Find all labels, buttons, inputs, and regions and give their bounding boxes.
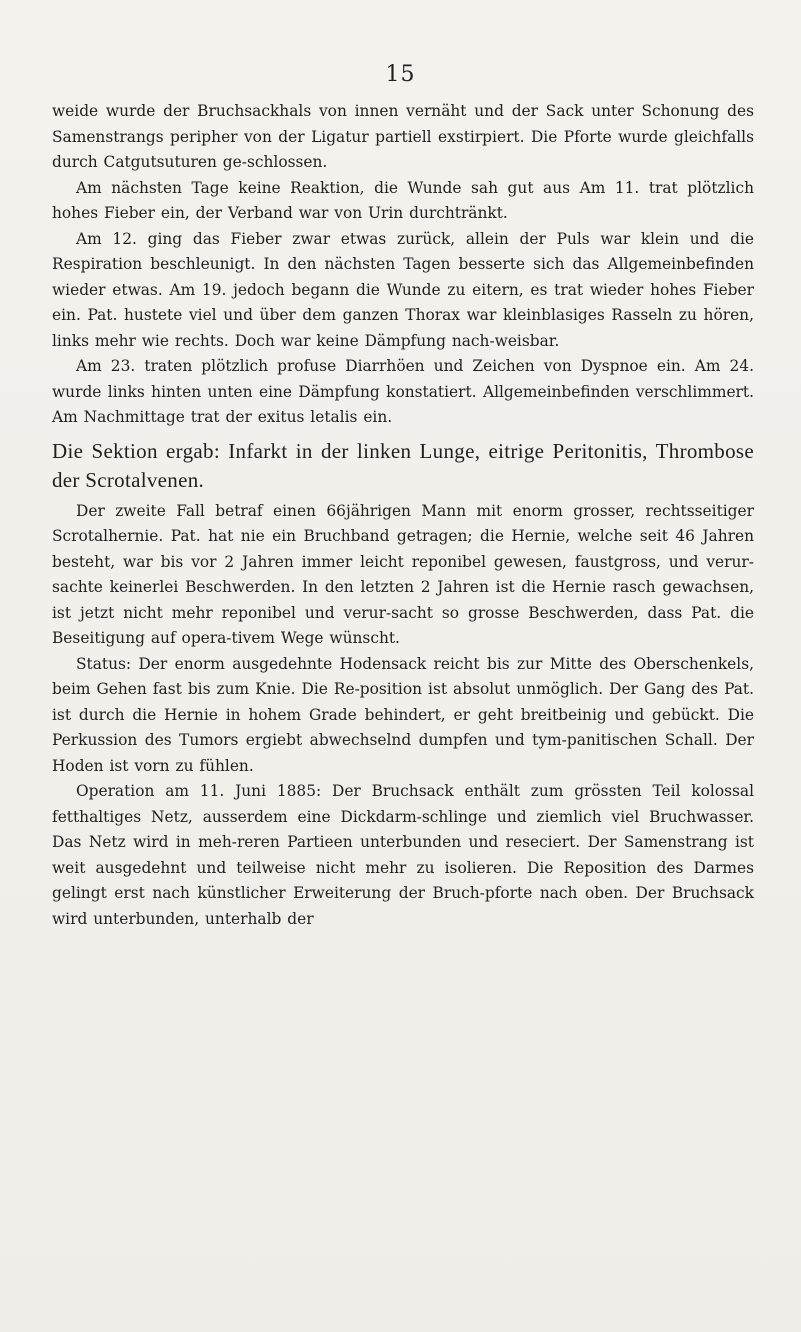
paragraph: Am 23. traten plötzlich profuse Diarrhöen und Zeichen von Dyspnoe ein. Am 24. wurde links hinten unten eine Dämpfung konstatiert. Allgemeinbefinden verschlimmert. Am Nachmittage trat der exitus letalis ein. <box>52 357 754 426</box>
page-body <box>52 99 754 932</box>
paragraph: Status: Der enorm ausgedehnte Hodensack reicht bis zur Mitte des Oberschenkels, beim Gehen fast bis zum Knie. Die Re-position ist absolut unmöglich. Der Gang des Pat. ist durch die Hernie in hohem Grade behindert, er geht breitbeinig und gebückt. Die Perkussion des Tumors ergiebt abwechselnd dumpfen und tym-panitischen Schall. Der Hoden ist vorn zu fühlen. <box>52 654 754 775</box>
page-number: 15 <box>385 62 416 87</box>
paragraph: weide wurde der Bruchsackhals von innen vernäht und der Sack unter Schonung des Samenstrangs peripher von der Ligatur partiell exstirpiert. Die Pforte wurde gleichfalls durch Catgutsuturen ge-schlossen. <box>52 102 754 171</box>
paragraph: Operation am 11. Juni 1885: Der Bruchsack enthält zum grössten Teil kolossal fetthaltiges Netz, ausserdem eine Dickdarm-schlinge und ziemlich viel Bruchwasser. Das Netz wird in meh-reren Partieen unterbunden und reseciert. Der Samenstrang ist weit ausgedehnt und teilweise nicht mehr zu isolieren. Die Reposition des Darmes gelingt erst nach künstlicher Erweiterung der Bruch-pforte nach oben. Der Bruchsack wird unterbunden, unterhalb der <box>52 782 754 928</box>
paragraph: Der zweite Fall betraf einen 66jährigen Mann mit enorm grosser, rechtsseitiger Scrotalhernie. Pat. hat nie ein Bruchband getragen; die Hernie, welche seit 46 Jahren besteht, war bis vor 2 Jahren immer leicht reponibel gewesen, faustgross, und verur-sachte keinerlei Beschwerden. In den letzten 2 Jahren ist die Hernie rasch gewachsen, ist jetzt nicht mehr reponibel und verur-sacht so grosse Beschwerden, dass Pat. die Beseitigung auf opera-tivem Wege wünscht. <box>52 501 754 647</box>
paragraph: Am nächsten Tage keine Reaktion, die Wunde sah gut aus Am 11. trat plötzlich hohes Fieber ein, der Verband war von Urin durchtränkt. <box>52 178 754 222</box>
section-heading: Die Sektion ergab: Infarkt in der linken Lunge, eitrige Peritonitis, Thrombose der Scrotalvenen. <box>52 438 754 492</box>
paragraph: Am 12. ging das Fieber zwar etwas zurück, allein der Puls war klein und die Respiration beschleunigt. In den nächsten Tagen besserte sich das Allgemeinbefinden wieder etwas. Am 19. jedoch begann die Wunde zu eitern, es trat wieder hohes Fieber ein. Pat. hustete viel und über dem ganzen Thorax war kleinblasiges Rasseln zu hören, links mehr wie rechts. Doch war keine Dämpfung nach-weisbar. <box>52 229 754 350</box>
